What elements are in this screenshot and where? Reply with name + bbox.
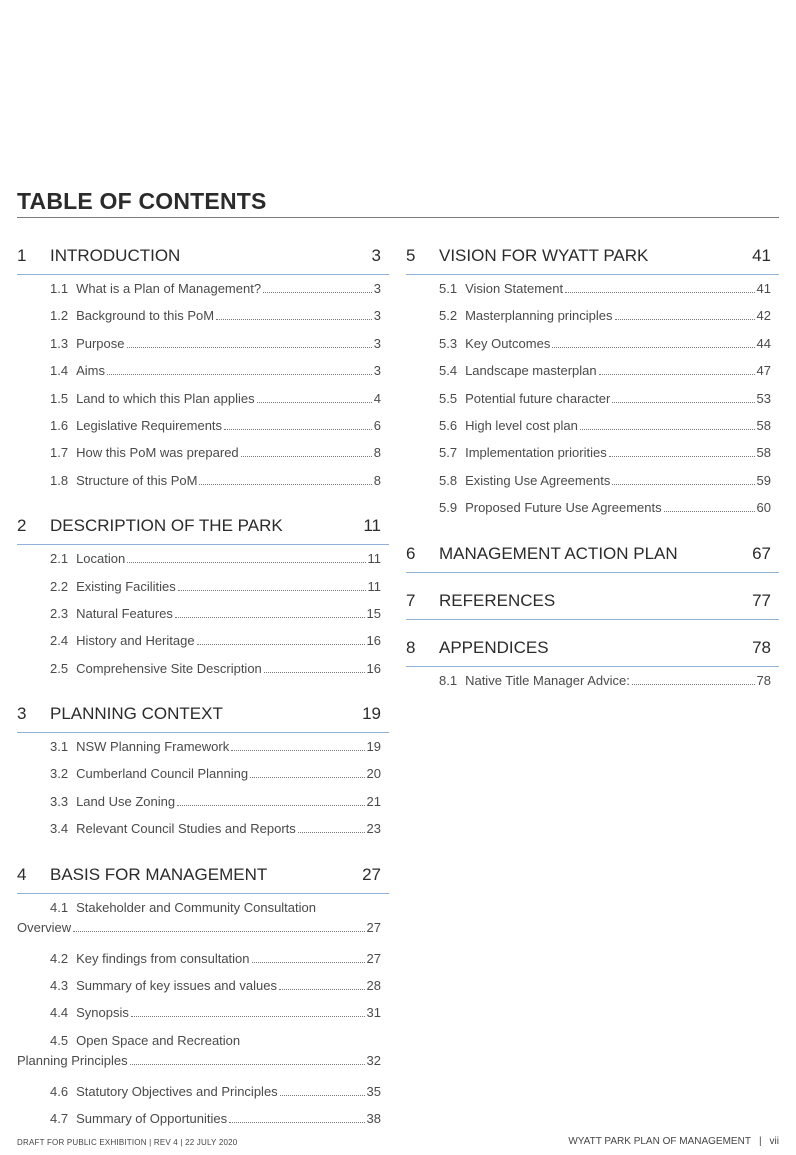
toc-entry-page-number: 28: [366, 978, 381, 994]
dot-leader: [609, 456, 755, 457]
toc-entry-number: 3.2: [50, 766, 69, 782]
section-item-list: [17, 545, 389, 686]
toc-entry-label: Legislative Requirements: [76, 417, 223, 433]
dot-leader: [632, 684, 755, 685]
toc-entry-page-number: 31: [366, 1005, 381, 1021]
toc-entry-number: 1.2: [50, 308, 69, 324]
toc-entry[interactable]: [17, 334, 389, 361]
footer-right: [568, 1136, 779, 1147]
toc-entry-page-number: 19: [366, 739, 381, 755]
section-number: 4: [17, 864, 27, 884]
toc-entry-label: Implementation priorities: [465, 445, 607, 461]
toc-entry-page-number: 78: [756, 672, 771, 688]
toc-entry-number: 2.3: [50, 605, 69, 621]
toc-entry[interactable]: [17, 1082, 389, 1109]
toc-section: [17, 704, 389, 865]
section-gap: [406, 573, 779, 591]
toc-entry-number: 5.2: [439, 308, 458, 324]
toc-entry-label: Aims: [76, 363, 105, 379]
dot-leader: [279, 989, 365, 990]
toc-entry[interactable]: [406, 498, 779, 525]
toc-entry[interactable]: [17, 306, 389, 333]
section-page-number: 41: [752, 246, 771, 265]
toc-entry-page-number: 47: [756, 363, 771, 379]
toc-entry-label: History and Heritage: [76, 633, 195, 649]
toc-right-column: [406, 246, 779, 698]
toc-entry-label: Existing Use Agreements: [465, 472, 611, 488]
dot-leader: [615, 319, 755, 320]
toc-left-column: [17, 246, 389, 1137]
toc-entry[interactable]: [406, 361, 779, 388]
toc-entry-page-number: 3: [373, 281, 381, 296]
toc-entry-number: 2.2: [50, 578, 69, 594]
toc-entry[interactable]: [17, 416, 389, 443]
dot-leader: [552, 347, 754, 348]
toc-entry-label: High level cost plan: [465, 417, 578, 433]
section-title: BASIS FOR MANAGEMENT: [50, 864, 268, 884]
toc-entry[interactable]: [17, 443, 389, 470]
toc-entry-page-number: 58: [756, 445, 771, 461]
section-heading[interactable]: [406, 246, 779, 275]
toc-entry-page-number: 11: [367, 578, 381, 594]
toc-entry-page-number: 44: [756, 335, 771, 351]
section-heading[interactable]: [406, 591, 779, 620]
dot-leader: [580, 429, 755, 430]
toc-entry-number: 1.8: [50, 472, 69, 488]
toc-entry-number: 4.7: [50, 1111, 69, 1127]
section-heading[interactable]: [17, 704, 389, 733]
toc-entry-page-number: 16: [366, 633, 381, 649]
toc-entry-label: Native Title Manager Advice:: [465, 672, 630, 688]
toc-entry[interactable]: [17, 949, 389, 976]
toc-entry-label: Relevant Council Studies and Reports: [76, 821, 296, 837]
toc-entry-page-number: 20: [366, 766, 381, 782]
dot-leader: [252, 962, 365, 963]
toc-entry[interactable]: [17, 1109, 389, 1136]
toc-entry-page-number: 8: [373, 472, 381, 488]
dot-leader: [131, 1016, 365, 1017]
toc-entry[interactable]: [406, 306, 779, 333]
dot-leader: [612, 484, 754, 485]
toc-entry-label: Masterplanning principles: [465, 308, 613, 324]
dot-leader: [263, 292, 372, 293]
toc-entry[interactable]: [406, 389, 779, 416]
toc-entry-line: [50, 898, 381, 918]
section-number: 7: [406, 590, 416, 610]
toc-entry[interactable]: [17, 737, 389, 764]
toc-entry-page-number: 3: [373, 308, 381, 324]
toc-entry-number: 4.6: [50, 1083, 69, 1099]
dot-leader: [107, 374, 372, 375]
section-title: APPENDICES: [439, 637, 549, 657]
toc-entry-label-continued: Planning Principles: [17, 1052, 128, 1068]
toc-entry-number: 4.3: [50, 978, 69, 994]
toc-entry-label: What is a Plan of Management?: [76, 281, 262, 296]
toc-entry-label: Vision Statement: [465, 281, 564, 296]
toc-entry-label: Stakeholder and Community Consultation: [76, 899, 316, 915]
footer-draft-note: DRAFT FOR PUBLIC EXHIBITION | REV 4 | 22 JULY 2020: [17, 1138, 238, 1147]
toc-entry-number: 1.4: [50, 363, 69, 379]
toc-entry-label: Land to which this Plan applies: [76, 390, 255, 406]
toc-entry[interactable]: [17, 279, 389, 306]
toc-entry-page-number: 23: [366, 821, 381, 837]
toc-entry[interactable]: [17, 1031, 389, 1082]
toc-entry-label: Background to this PoM: [76, 308, 215, 324]
toc-entry-label: Key findings from consultation: [76, 950, 250, 966]
title-divider: [17, 217, 779, 218]
toc-section: [406, 544, 779, 591]
section-heading[interactable]: [17, 865, 389, 894]
toc-entry-number: 5.6: [439, 417, 458, 433]
toc-entry-label: Potential future character: [465, 390, 611, 406]
toc-entry-number: 1.7: [50, 445, 69, 461]
toc-entry-label: Synopsis: [76, 1005, 129, 1021]
toc-entry-number: 1.6: [50, 417, 69, 433]
section-title: INTRODUCTION: [50, 246, 181, 265]
toc-entry-number: 5.5: [439, 390, 458, 406]
section-title: MANAGEMENT ACTION PLAN: [439, 543, 678, 563]
toc-section: [406, 591, 779, 638]
toc-entry-page-number: 3: [373, 335, 381, 351]
toc-entry-label: NSW Planning Framework: [76, 739, 230, 755]
section-item-list: [17, 894, 389, 1137]
toc-entry-number: 4.1: [50, 899, 69, 915]
toc-entry-page-number: 38: [366, 1111, 381, 1127]
toc-entry-number: 1.1: [50, 281, 69, 296]
section-item-list: [17, 275, 389, 498]
toc-entry[interactable]: [17, 764, 389, 791]
toc-entry-page-number: 53: [756, 390, 771, 406]
dot-leader: [229, 1122, 364, 1123]
toc-entry-number: 5.9: [439, 500, 458, 516]
toc-entry-label: Key Outcomes: [465, 335, 551, 351]
toc-entry-label-continued: Overview: [17, 919, 72, 935]
dot-leader: [177, 805, 364, 806]
toc-section: [17, 865, 389, 1137]
section-item-list: [406, 667, 779, 698]
dot-leader: [264, 672, 365, 673]
section-number: 1: [17, 246, 27, 265]
toc-entry-label: Summary of key issues and values: [76, 978, 277, 994]
dot-leader: [241, 456, 372, 457]
toc-entry-page-number: 35: [366, 1083, 381, 1099]
toc-entry-page-number: 8: [373, 445, 381, 461]
toc-entry-page-number: 21: [366, 793, 381, 809]
toc-entry-number: 3.1: [50, 739, 69, 755]
toc-entry-page-number: 15: [366, 605, 381, 621]
toc-entry-page-number: 6: [373, 417, 381, 433]
toc-entry-number: 8.1: [439, 672, 458, 688]
section-heading[interactable]: [17, 516, 389, 545]
section-heading[interactable]: [17, 246, 389, 275]
toc-entry[interactable]: [406, 471, 779, 498]
toc-entry-label: Natural Features: [76, 605, 173, 621]
section-page-number: 78: [752, 637, 771, 657]
toc-entry[interactable]: [17, 549, 389, 576]
toc-entry-line: [17, 1051, 381, 1071]
toc-entry[interactable]: [17, 604, 389, 631]
toc-entry-number: 5.1: [439, 281, 458, 296]
page-title: TABLE OF CONTENTS: [17, 188, 267, 214]
dot-leader: [216, 319, 372, 320]
toc-entry[interactable]: [406, 334, 779, 361]
toc-entry-number: 4.2: [50, 950, 69, 966]
section-title: PLANNING CONTEXT: [50, 704, 223, 724]
dot-leader: [231, 750, 364, 751]
dot-leader: [250, 777, 364, 778]
section-page-number: 19: [362, 704, 381, 724]
toc-entry-label: Cumberland Council Planning: [76, 766, 249, 782]
toc-entry[interactable]: [17, 389, 389, 416]
toc-entry-label: Summary of Opportunities: [76, 1111, 228, 1127]
toc-entry-number: 5.4: [439, 363, 458, 379]
toc-entry-label: Comprehensive Site Description: [76, 660, 262, 676]
toc-entry-number: 4.4: [50, 1005, 69, 1021]
toc-entry-label: Existing Facilities: [76, 578, 176, 594]
toc-entry[interactable]: [17, 471, 389, 498]
section-gap: [17, 498, 389, 516]
toc-entry[interactable]: [406, 443, 779, 470]
toc-entry-number: 1.3: [50, 335, 69, 351]
toc-entry-label: Purpose: [76, 335, 125, 351]
dot-leader: [175, 617, 365, 618]
toc-entry-page-number: 41: [756, 281, 771, 296]
section-page-number: 3: [371, 246, 381, 265]
toc-entry[interactable]: [406, 279, 779, 306]
dot-leader: [298, 832, 365, 833]
toc-section: [17, 516, 389, 704]
toc-entry-label: Location: [76, 551, 126, 567]
dot-leader: [224, 429, 372, 430]
section-gap: [17, 847, 389, 865]
toc-entry-number: 5.3: [439, 335, 458, 351]
toc-entry-number: 2.5: [50, 660, 69, 676]
toc-section: [406, 638, 779, 698]
toc-entry[interactable]: [406, 671, 779, 698]
section-number: 8: [406, 637, 416, 657]
toc-entry[interactable]: [17, 577, 389, 604]
toc-entry-page-number: 59: [756, 472, 771, 488]
toc-entry[interactable]: [17, 976, 389, 1003]
dot-leader: [127, 562, 365, 563]
toc-entry-page-number: 3: [373, 363, 381, 379]
toc-entry-number: 2.1: [50, 551, 69, 567]
section-number: 5: [406, 246, 416, 265]
section-page-number: 67: [752, 543, 771, 563]
toc-entry-label: Statutory Objectives and Principles: [76, 1083, 278, 1099]
toc-entry-label: Open Space and Recreation: [76, 1032, 241, 1048]
toc-entry[interactable]: [17, 898, 389, 949]
toc-entry-page-number: 11: [367, 551, 381, 567]
toc-entry-number: 5.7: [439, 445, 458, 461]
section-item-list: [17, 733, 389, 847]
toc-entry-number: 1.5: [50, 390, 69, 406]
dot-leader: [612, 402, 754, 403]
toc-entry[interactable]: [17, 1003, 389, 1030]
toc-entry-label: Structure of this PoM: [76, 472, 198, 488]
toc-entry-page-number: 27: [366, 950, 381, 966]
dot-leader: [199, 484, 371, 485]
toc-entry-page-number: 4: [373, 390, 381, 406]
toc-section: [17, 246, 389, 516]
toc-entry-number: 4.5: [50, 1032, 69, 1048]
section-gap: [406, 620, 779, 638]
toc-entry[interactable]: [17, 361, 389, 388]
dot-leader: [197, 644, 365, 645]
dot-leader: [127, 347, 372, 348]
dot-leader: [178, 590, 366, 591]
toc-entry-page-number: 58: [756, 417, 771, 433]
toc-entry[interactable]: [17, 659, 389, 686]
section-item-list: [406, 275, 779, 526]
toc-section: [406, 246, 779, 544]
dot-leader: [664, 511, 755, 512]
section-number: 2: [17, 516, 27, 536]
footer-separator: |: [758, 1136, 762, 1147]
toc-entry-number: 3.4: [50, 821, 69, 837]
toc-entry-number: 5.8: [439, 472, 458, 488]
dot-leader: [257, 402, 372, 403]
toc-entry-label: Landscape masterplan: [465, 363, 597, 379]
section-number: 6: [406, 543, 416, 563]
dot-leader: [73, 931, 364, 932]
toc-entry-page-number: 32: [366, 1052, 381, 1068]
section-page-number: 27: [362, 864, 381, 884]
toc-entry[interactable]: [406, 416, 779, 443]
section-gap: [17, 686, 389, 704]
section-title: DESCRIPTION OF THE PARK: [50, 516, 283, 536]
footer-page-number: vii: [769, 1136, 779, 1147]
toc-entry-page-number: 60: [756, 500, 771, 516]
section-number: 3: [17, 704, 27, 724]
section-heading[interactable]: [406, 544, 779, 573]
dot-leader: [599, 374, 755, 375]
section-heading[interactable]: [406, 638, 779, 667]
toc-entry-page-number: 42: [756, 308, 771, 324]
toc-entry-line: [17, 918, 381, 938]
toc-entry-page-number: 16: [366, 660, 381, 676]
toc-entry-label: Proposed Future Use Agreements: [465, 500, 662, 516]
dot-leader: [565, 292, 754, 293]
footer-document-title: WYATT PARK PLAN OF MANAGEMENT: [568, 1136, 751, 1147]
dot-leader: [280, 1095, 365, 1096]
toc-entry-label: How this PoM was prepared: [76, 445, 239, 461]
toc-entry-line: [50, 1031, 381, 1051]
section-title: VISION FOR WYATT PARK: [439, 246, 649, 265]
toc-entry-number: 2.4: [50, 633, 69, 649]
toc-entry-label: Land Use Zoning: [76, 793, 176, 809]
section-gap: [406, 526, 779, 544]
section-page-number: 77: [752, 590, 771, 610]
toc-entry-page-number: 27: [366, 919, 381, 935]
toc-entry[interactable]: [17, 792, 389, 819]
toc-entry[interactable]: [17, 631, 389, 658]
section-page-number: 11: [363, 516, 381, 536]
toc-entry-number: 3.3: [50, 793, 69, 809]
section-title: REFERENCES: [439, 590, 556, 610]
dot-leader: [130, 1064, 365, 1065]
toc-entry[interactable]: [17, 819, 389, 846]
